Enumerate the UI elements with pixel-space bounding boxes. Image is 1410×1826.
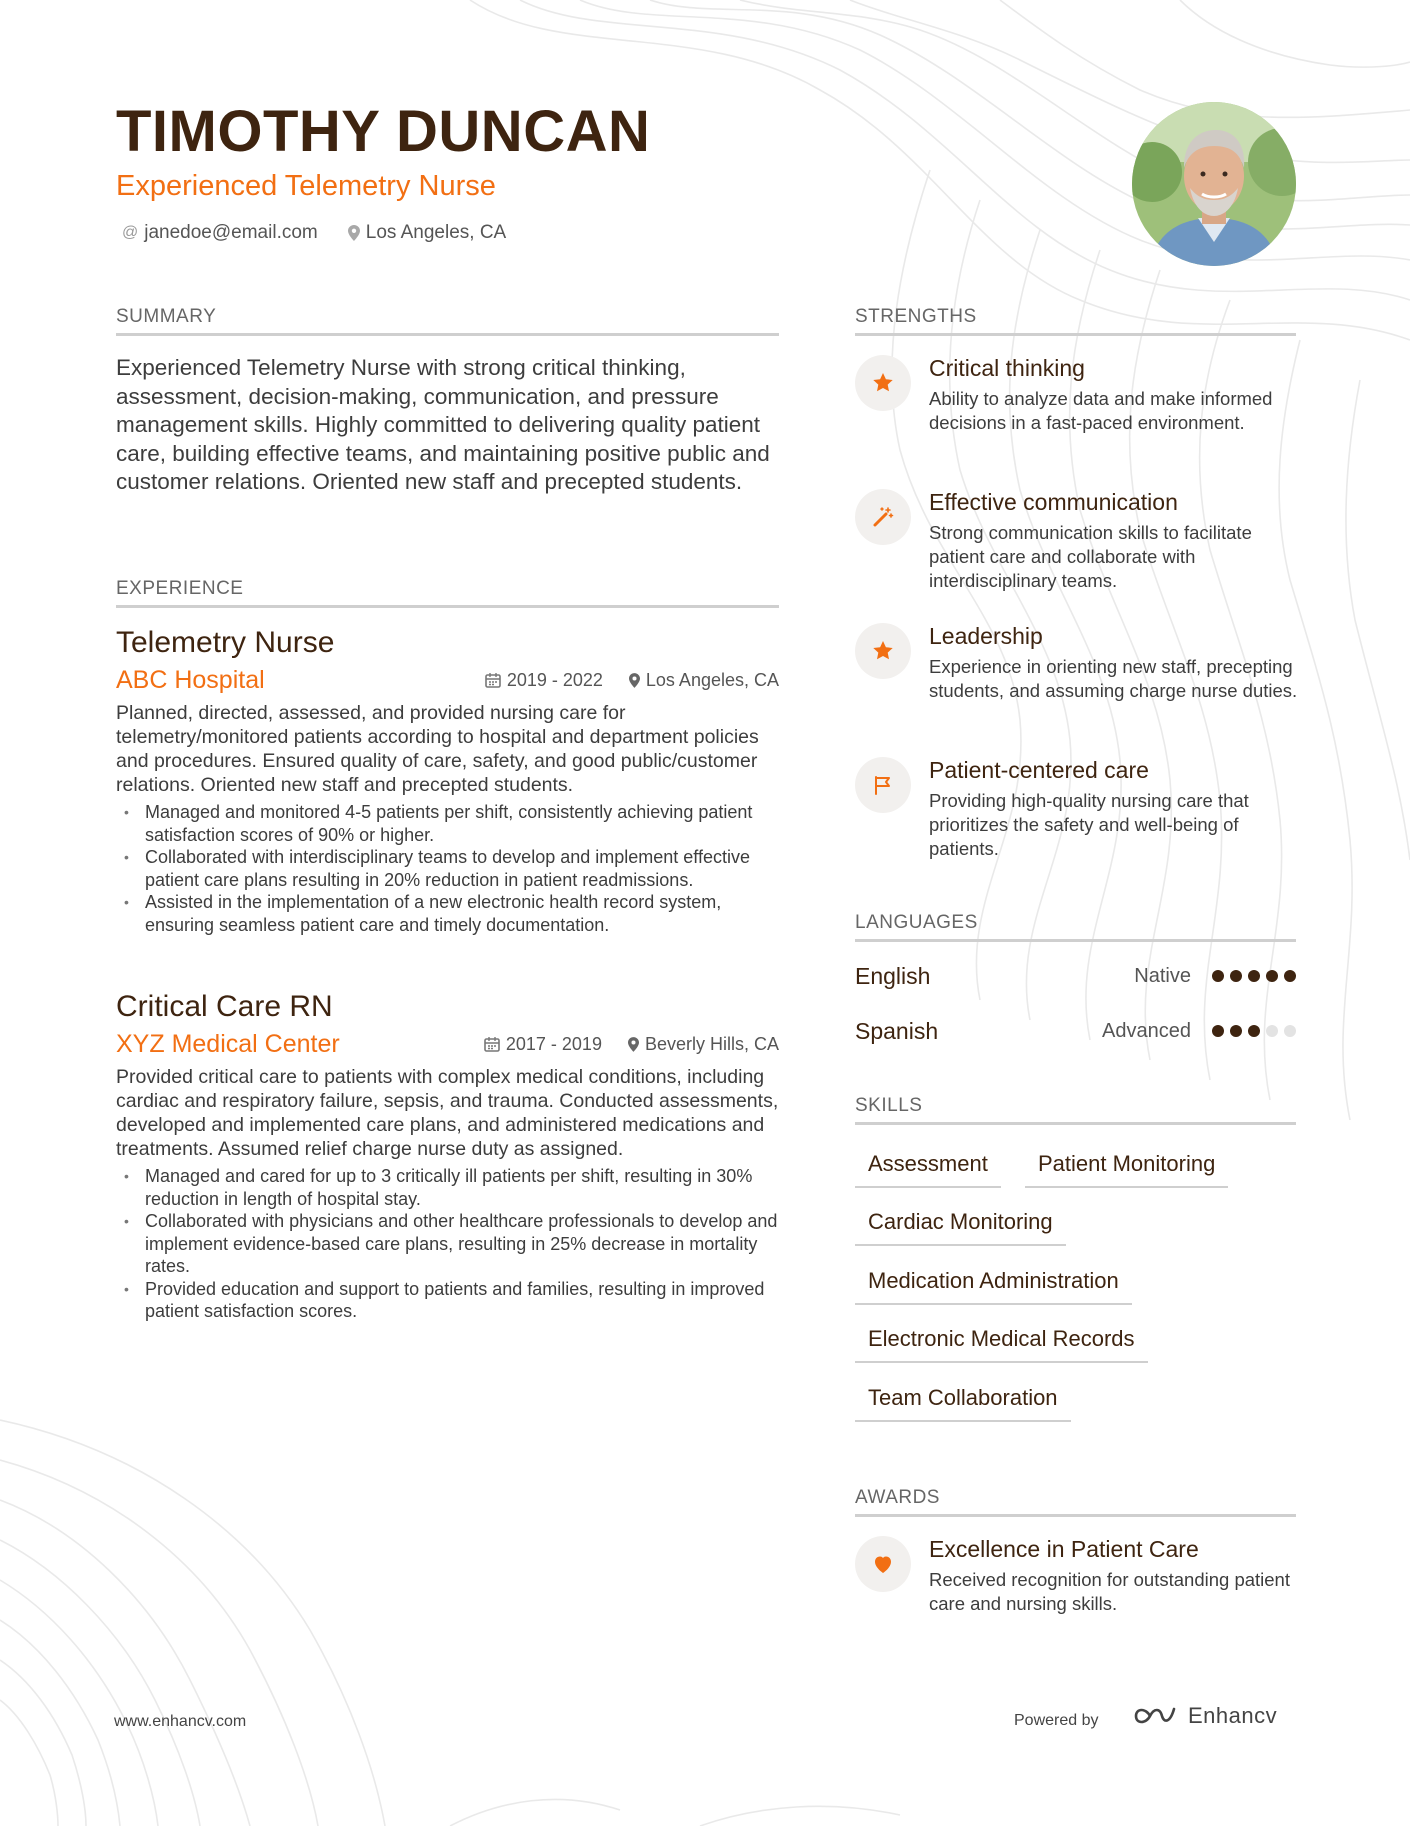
location-pin-icon <box>348 225 360 241</box>
dates-text: 2017 - 2019 <box>505 1033 602 1054</box>
job-dates <box>485 670 603 691</box>
heart-icon <box>855 1536 911 1592</box>
strength-description: Experience in orienting new staff, precepting students, and assuming charge nurse duties. <box>929 656 1298 701</box>
rating-dot-filled <box>1212 1025 1224 1037</box>
flag-icon <box>855 757 911 813</box>
languages-heading: LANGUAGES <box>855 911 1296 942</box>
job-location <box>628 1034 779 1055</box>
calendar-icon <box>484 1036 500 1052</box>
language-rating <box>1212 970 1296 982</box>
star-icon <box>855 355 911 411</box>
achievement-item: • Managed and cared for up to 3 critically ill patients per shift, resulting in 30% reduction in length of hospital stay. <box>116 1165 779 1210</box>
at-icon: @ <box>122 224 139 241</box>
location-text: Los Angeles, CA <box>645 669 779 690</box>
achievement-item: • Provided education and support to patients and families, resulting in improved patient satisfaction scores. <box>116 1278 779 1323</box>
magic-wand-icon <box>855 489 911 545</box>
rating-dot-empty <box>1266 1025 1278 1037</box>
achievement-item: • Collaborated with interdisciplinary teams to develop and implement effective patient care plans resulting in 20% reduction in patient readmissions. <box>116 846 779 891</box>
skill-tag: Team Collaboration <box>855 1384 1071 1422</box>
skill-tag: Medication Administration <box>855 1267 1132 1305</box>
job-achievements <box>116 801 779 936</box>
enhancv-brand[interactable] <box>1132 1703 1277 1729</box>
experience-item <box>116 625 779 936</box>
skills-heading: SKILLS <box>855 1094 1296 1125</box>
footer-website-link[interactable]: www.enhancv.com <box>114 1713 247 1730</box>
job-role: Telemetry Nurse <box>116 626 335 659</box>
strength-description: Providing high-quality nursing care that prioritizes the safety and well-being of patients. <box>929 790 1249 859</box>
location-text: Beverly Hills, CA <box>644 1033 779 1054</box>
language-level: Advanced <box>1102 1020 1191 1042</box>
location-pin-icon <box>628 1037 639 1052</box>
location-pin-icon <box>629 673 640 688</box>
skill-tag: Patient Monitoring <box>1025 1150 1228 1188</box>
skill-tag: Cardiac Monitoring <box>855 1208 1066 1246</box>
language-item <box>855 961 1296 991</box>
star-icon <box>855 623 911 679</box>
job-achievements <box>116 1165 779 1323</box>
summary-heading: SUMMARY <box>116 305 779 336</box>
candidate-name: TIMOTHY DUNCAN <box>116 99 651 164</box>
job-dates <box>484 1034 602 1055</box>
awards-heading: AWARDS <box>855 1486 1296 1517</box>
language-name: English <box>855 963 931 989</box>
rating-dot-filled <box>1230 1025 1242 1037</box>
rating-dot-filled <box>1212 970 1224 982</box>
experience-heading: EXPERIENCE <box>116 577 779 608</box>
rating-dot-filled <box>1266 970 1278 982</box>
achievement-item: • Managed and monitored 4-5 patients per shift, consistently achieving patient satisfaction scores of 90% or higher. <box>116 801 779 846</box>
experience-item <box>116 989 779 1323</box>
contact-info <box>122 222 506 244</box>
candidate-title: Experienced Telemetry Nurse <box>116 170 496 202</box>
rating-dot-filled <box>1248 1025 1260 1037</box>
enhancv-logo-icon <box>1132 1703 1178 1729</box>
award-title: Excellence in Patient Care <box>929 1536 1199 1562</box>
summary-text: Experienced Telemetry Nurse with strong critical thinking, assessment, decision-making, communication, and pressure management skills. Highly committed to delivering quality patient care, building effective teams, and maintaining positive public and customer relations. Oriented new staff and precepted students. <box>116 355 770 494</box>
contact-location <box>348 222 506 244</box>
strength-title: Effective communication <box>929 489 1178 515</box>
calendar-icon <box>485 672 501 688</box>
skill-tag: Assessment <box>855 1150 1001 1188</box>
language-level: Native <box>1134 965 1191 987</box>
rating-dot-filled <box>1248 970 1260 982</box>
language-item <box>855 1016 1296 1046</box>
achievement-item: • Collaborated with physicians and other healthcare professionals to develop and implement evidence-based care plans, resulting in 25% decrease in mortality rates. <box>116 1210 779 1278</box>
email-text: janedoe@email.com <box>144 222 318 243</box>
brand-name: Enhancv <box>1188 1703 1278 1728</box>
location-text: Los Angeles, CA <box>365 222 507 243</box>
company-name: XYZ Medical Center <box>116 1030 340 1058</box>
job-description: Planned, directed, assessed, and provided nursing care for telemetry/monitored patients according to hospital and department policies and procedures. Ensured quality of care, safety, and good public/customer relations. Oriented new staff and precepted students. <box>116 702 759 796</box>
strength-description: Strong communication skills to facilitate patient care and collaborate with interdisciplinary teams. <box>929 522 1252 591</box>
strength-title: Leadership <box>929 623 1043 649</box>
skill-tag: Electronic Medical Records <box>855 1325 1148 1363</box>
rating-dot-empty <box>1284 1025 1296 1037</box>
rating-dot-filled <box>1284 970 1296 982</box>
language-name: Spanish <box>855 1018 939 1044</box>
company-name: ABC Hospital <box>116 666 265 694</box>
rating-dot-filled <box>1230 970 1242 982</box>
strengths-heading: STRENGTHS <box>855 305 1296 336</box>
language-rating <box>1212 1025 1296 1037</box>
strength-title: Patient-centered care <box>929 757 1149 783</box>
award-description: Received recognition for outstanding patient care and nursing skills. <box>929 1569 1290 1614</box>
avatar-portrait <box>1132 102 1296 266</box>
achievement-item: • Assisted in the implementation of a new electronic health record system, ensuring seamless patient care and timely documentation. <box>116 891 779 936</box>
contact-email[interactable] <box>122 222 318 244</box>
strength-title: Critical thinking <box>929 355 1085 381</box>
avatar <box>1132 102 1296 266</box>
dates-text: 2019 - 2022 <box>506 669 603 690</box>
job-role: Critical Care RN <box>116 990 333 1023</box>
strength-description: Ability to analyze data and make informed decisions in a fast-paced environment. <box>929 388 1273 433</box>
job-description: Provided critical care to patients with complex medical conditions, including cardiac and respiratory failure, sepsis, and trauma. Conducted assessments, developed and implemented care plans, and administered medications and treatments. Assumed relief charge nurse duty as assigned. <box>116 1066 779 1160</box>
powered-by-label: Powered by <box>1014 1712 1099 1729</box>
job-location <box>629 670 779 691</box>
